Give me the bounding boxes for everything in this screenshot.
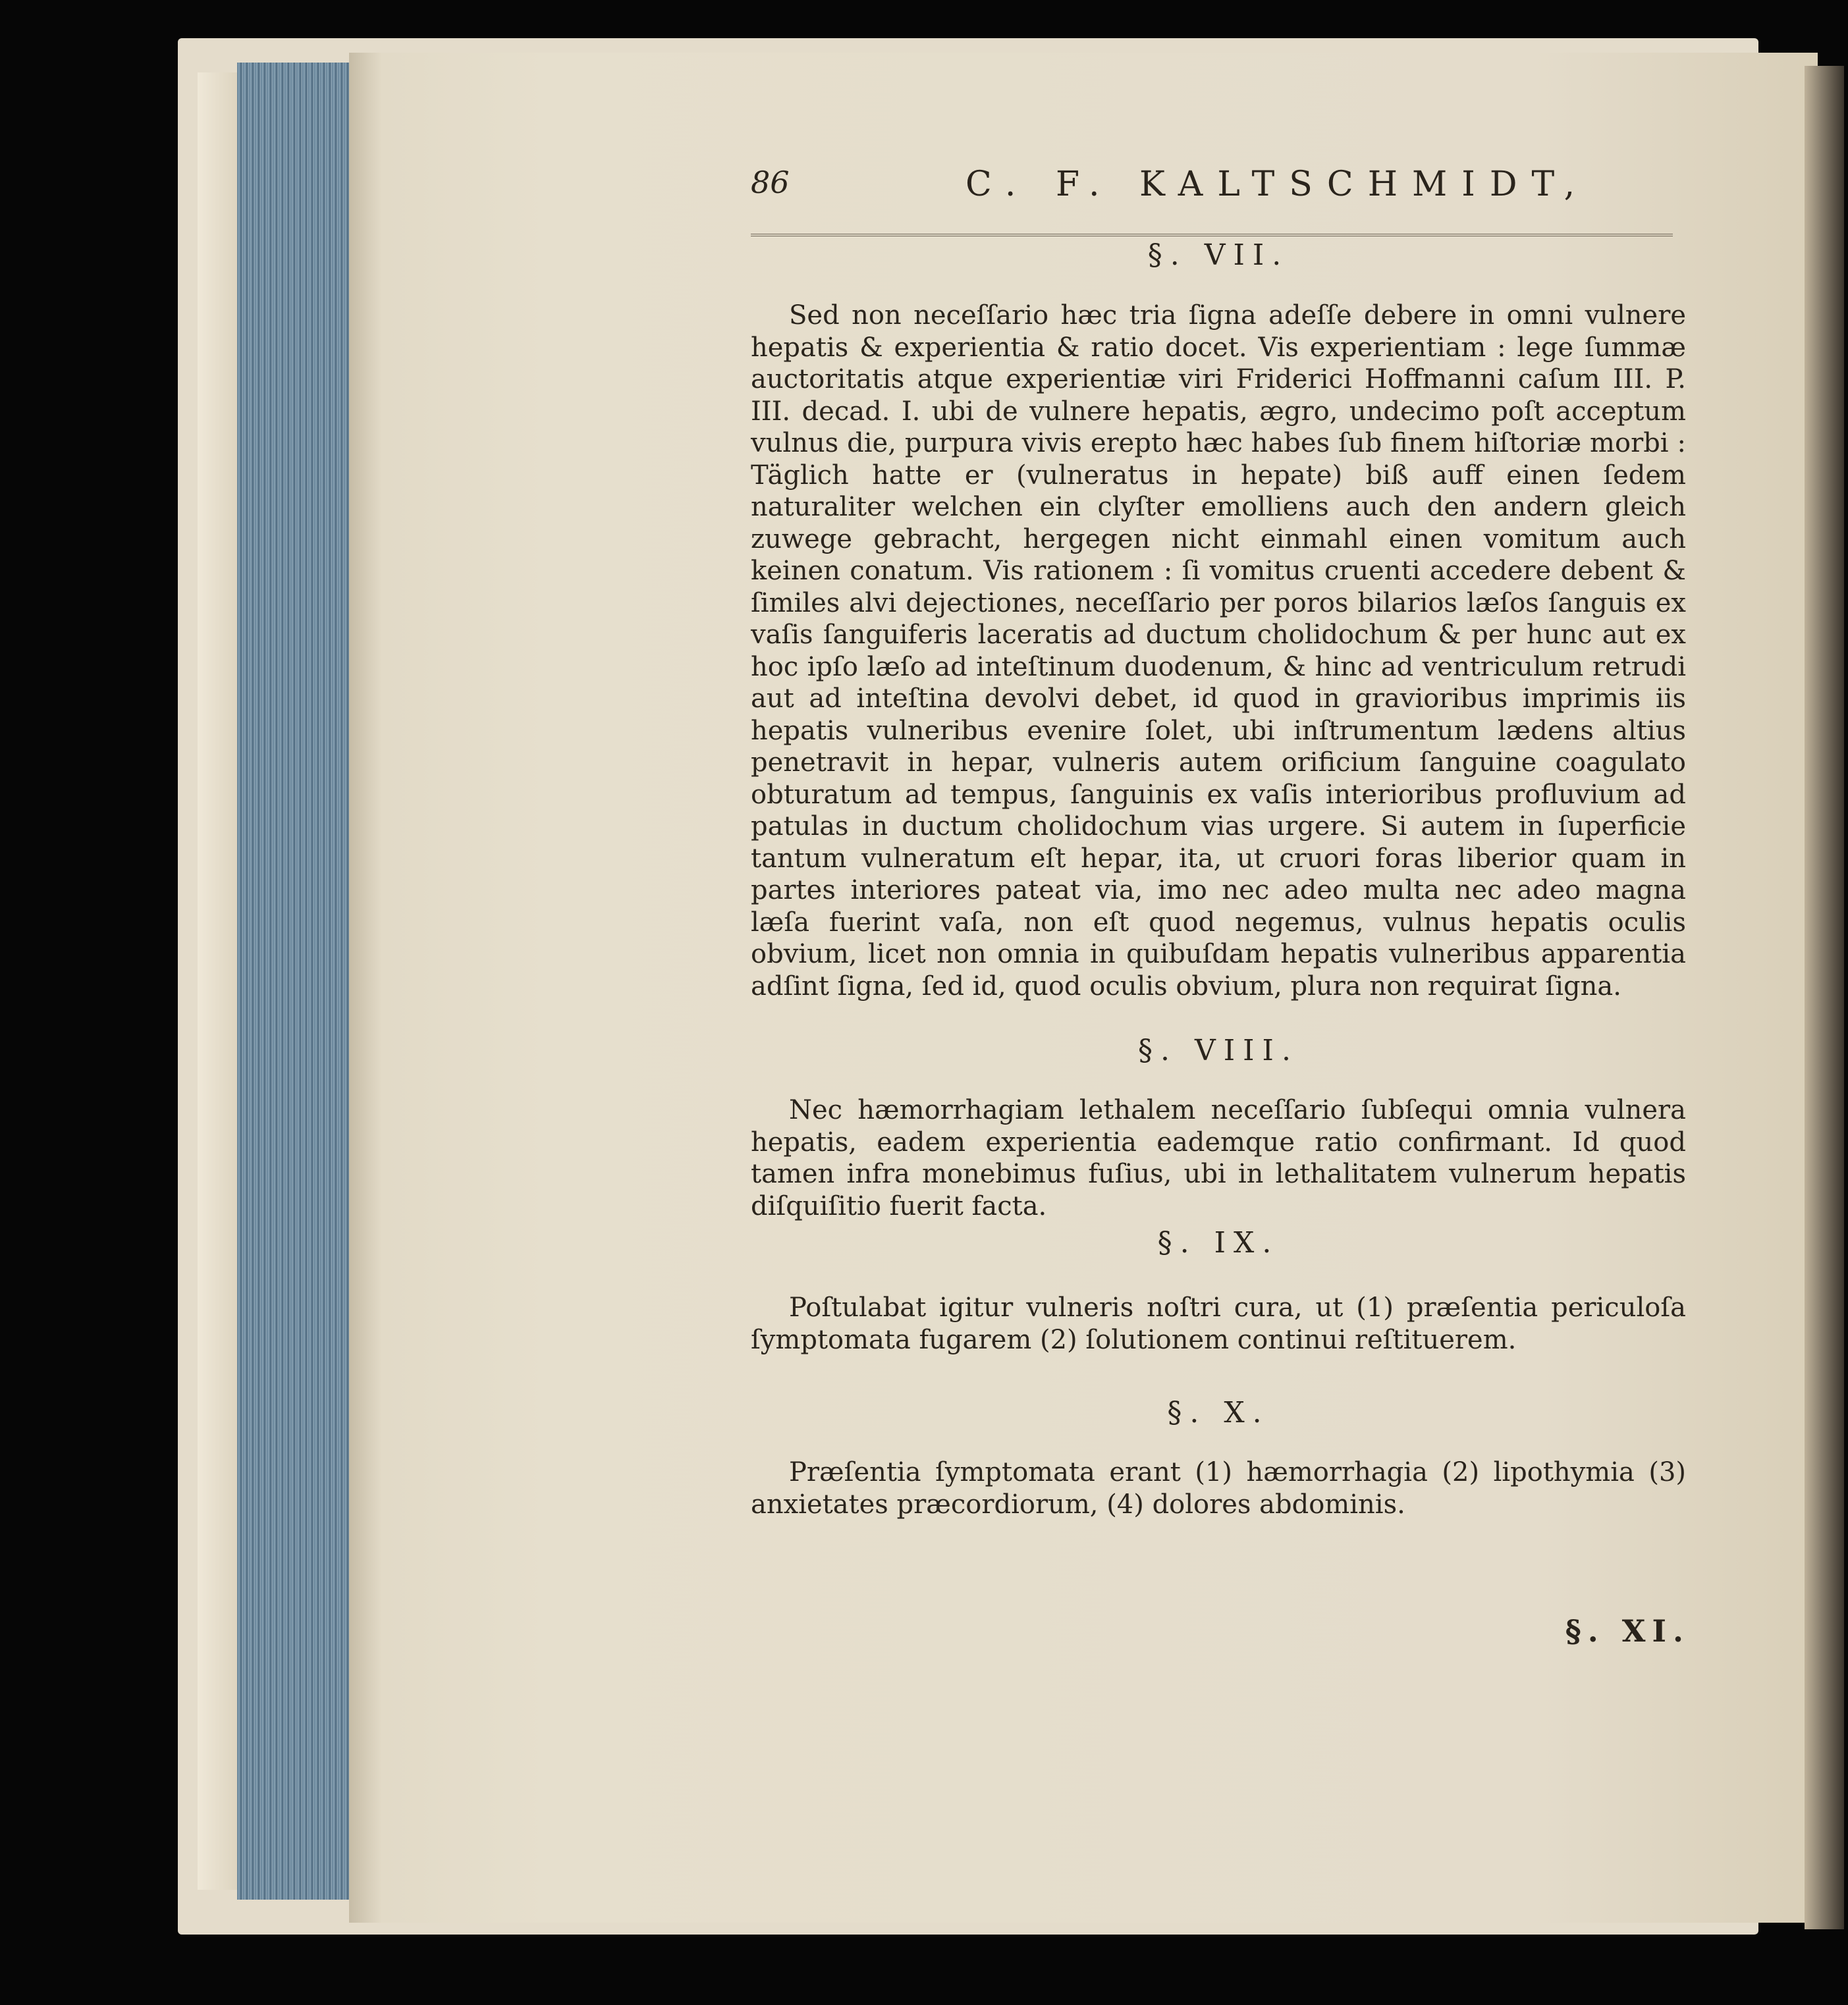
section-heading-vii: §. VII. <box>1147 238 1290 272</box>
paragraph-vii: Sed non neceſſario hæc tria ſigna adeſſe debere in omni vulnere hepatis & experientia & ratio docet. Vis experientiam : lege ſummæ auctoritatis atque experientiæ viri Friderici Hoffmanni caſum III. P. III. decad. I. ubi de vulnere hepatis, ægro, undecimo poſt acceptum vulnus die, purpura vivis erepto hæc habes ſub finem hiſtoriæ morbi : Täglich hatte er (vulneratus in hepate) biß auff einen ſedem naturaliter welchen ein clyſter emolliens auch den andern gleich zuwege gebracht, hergegen nicht einmahl einen vomitum auch keinen conatum. Vis rationem : ſi vomitus cruenti accedere debent & ſimiles alvi dejectiones, neceſſario per poros bilarios læſos ſanguis ex vaſis ſanguiferis laceratis ad ductum cholidochum & per hunc aut ex hoc ipſo læſo ad inteſtinum duodenum, & hinc ad ventriculum retrudi aut ad inteſtina devolvi debet, id quod in gravioribus imprimis iis hepatis vulneribus evenire ſolet, ubi inſtrumentum lædens altius penetravit in hepar, vulneris autem orificium ſanguine coagulato obturatum ad tempus, ſanguinis ex vaſis interioribus profluvium ad patulas in ductum cholidochum vias urgere. Si autem in ſuperficie tantum vulneratum eſt hepar, ita, ut cruori foras liberior quam in partes interiores pateat via, imo nec adeo multa nec adeo magna læſa fuerint vaſa, non eſt quod negemus, vulnus hepatis oculis obvium, licet non omnia in quibuſdam hepatis vulneribus apparentia adſint ſigna, ſed id, quod oculis obvium, plura non requirat ſigna. <box>751 300 1686 1002</box>
page-number: 86 <box>751 165 790 200</box>
section-heading-x: §. X. <box>1167 1396 1270 1430</box>
running-head: C. F. KALTSCHMIDT, <box>965 165 1590 204</box>
header-rule <box>751 234 1673 236</box>
page-header <box>751 165 1650 217</box>
paragraph-ix: Poſtulabat igitur vulneris noſtri cura, ut (1) præſentia periculoſa ſymptomata fugarem (2) ſolutionem continui reſtituerem. <box>751 1293 1686 1355</box>
catchword: §. XI. <box>1565 1613 1690 1649</box>
section-heading-viii: §. VIII. <box>1138 1034 1299 1067</box>
paragraph-viii: Nec hæmorrhagiam lethalem neceſſario ſubſequi omnia vulnera hepatis, eadem experientia eademque ratio confirmant. Id quod tamen infra monebimus fuſius, ubi in lethalitatem vulnerum hepatis diſquiſitio fuerit facta. <box>751 1095 1686 1221</box>
paragraph-x: Præſentia ſymptomata erant (1) hæmorrhagia (2) lipothymia (3) anxietates præcordiorum, (4) dolores abdominis. <box>751 1457 1686 1520</box>
section-heading-ix: §. IX. <box>1157 1226 1280 1260</box>
